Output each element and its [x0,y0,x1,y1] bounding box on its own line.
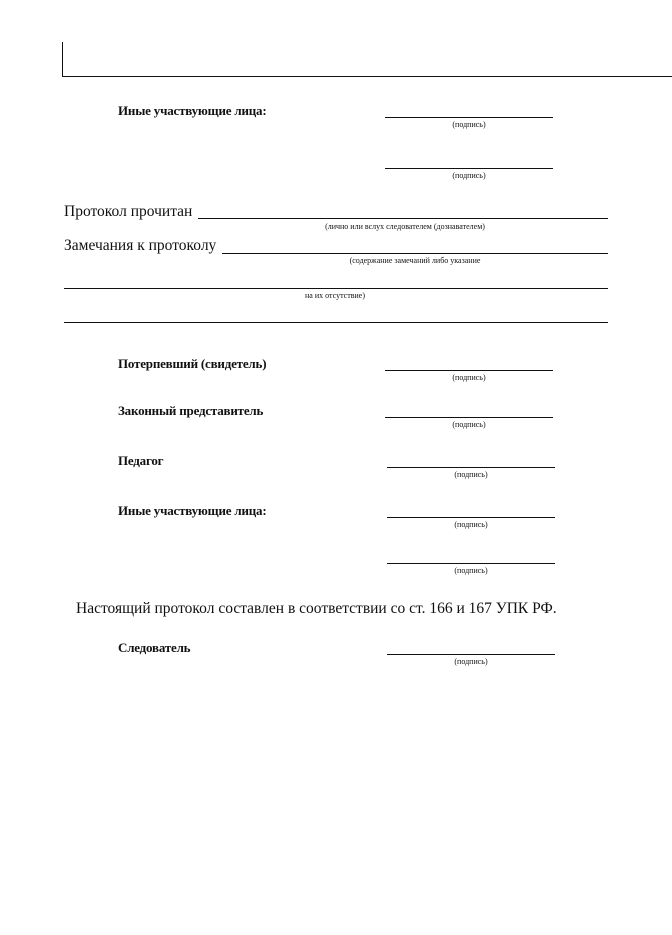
teacher-label: Педагог [118,453,164,468]
signature-caption: (подпись) [452,373,486,382]
signature-caption: (подпись) [454,566,488,575]
legal-representative-signature-line[interactable] [385,417,553,418]
remarks-fill-line-2[interactable] [64,288,608,289]
other-participants-label: Иные участвующие лица: [118,103,267,118]
protocol-read-label: Протокол прочитан [64,203,193,220]
signature-caption: (подпись) [452,420,486,429]
remarks-label: Замечания к протоколу [64,237,217,254]
remarks-caption: (содержание замечаний либо указание [349,256,481,265]
other-participants-signature-line-1[interactable] [387,517,555,518]
remarks-fill-line-3[interactable] [64,322,608,323]
other-participants-signature-line-1[interactable] [385,117,553,118]
signature-caption: (подпись) [454,520,488,529]
teacher-signature-line[interactable] [387,467,555,468]
victim-signature-line[interactable] [385,370,553,371]
investigator-label: Следователь [118,640,191,655]
remarks-fill-line-1[interactable] [222,253,608,254]
signature-caption: (подпись) [452,120,486,129]
header-horizontal-rule [62,76,672,77]
investigator-signature-line[interactable] [387,654,555,655]
legal-representative-label: Законный представитель [118,403,264,418]
remarks-caption-continued: на их отсутствие) [305,291,365,300]
header-corner-vertical-rule [62,42,63,77]
protocol-read-caption: (лично или вслух следователем (дознавателем) [325,222,485,231]
signature-caption: (подпись) [452,171,486,180]
protocol-compliance-statement: Настоящий протокол составлен в соответствии со ст. 166 и 167 УПК РФ. [76,600,557,617]
other-participants-signature-line-2[interactable] [385,168,553,169]
signature-caption: (подпись) [454,470,488,479]
other-participants-label: Иные участвующие лица: [118,503,267,518]
other-participants-signature-line-2[interactable] [387,563,555,564]
victim-label: Потерпевший (свидетель) [118,356,267,371]
signature-caption: (подпись) [454,657,488,666]
protocol-read-fill-line[interactable] [198,218,608,219]
